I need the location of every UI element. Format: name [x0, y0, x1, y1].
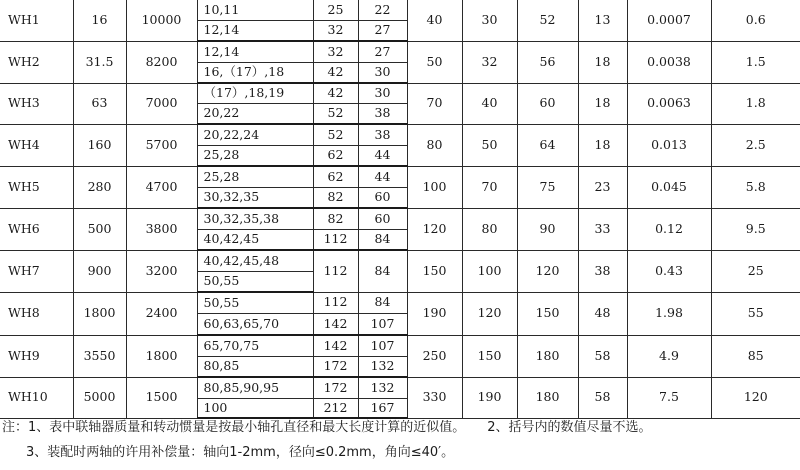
length-long-cell: 52 [313, 103, 358, 124]
bore-cell: 100 [197, 398, 313, 418]
table-row [0, 292, 800, 313]
bore-cell: 50,55 [197, 271, 313, 292]
speed-cell: 7000 [126, 83, 197, 124]
notes-line-2 [26, 441, 454, 460]
d2-cell: 100 [462, 250, 517, 292]
length-long-cell: 212 [313, 398, 358, 418]
length-short-cell: 167 [358, 398, 407, 418]
mass-cell: 2.5 [711, 124, 800, 166]
bore-cell: （17）,18,19 [197, 83, 313, 103]
c-cell: 58 [578, 335, 627, 377]
notes-line-1 [2, 416, 652, 435]
torque-cell: 5000 [73, 377, 126, 418]
c-cell: 48 [578, 292, 627, 335]
bore-cell: 12,14 [197, 41, 313, 62]
d2-cell: 70 [462, 166, 517, 208]
model-cell: WH4 [0, 124, 73, 166]
d1-cell: 190 [407, 292, 462, 335]
inertia-cell: 1.98 [627, 292, 711, 335]
c-cell: 13 [578, 0, 627, 41]
length-short-cell: 84 [358, 250, 407, 292]
note-2: 2、括号内的数值尽量不选。 [487, 420, 652, 435]
d2-cell: 120 [462, 292, 517, 335]
bore-cell: 65,70,75 [197, 335, 313, 356]
l-cell: 52 [517, 0, 578, 41]
speed-cell: 3800 [126, 208, 197, 250]
length-short-cell: 107 [358, 313, 407, 335]
d2-cell: 30 [462, 0, 517, 41]
table-row [0, 208, 800, 229]
table-row [0, 166, 800, 187]
bore-cell: 60,63,65,70 [197, 313, 313, 335]
l-cell: 180 [517, 335, 578, 377]
note-1: 注：1、表中联轴器质量和转动惯量是按最小轴孔直径和最大长度计算的近似值。 [2, 420, 466, 435]
length-short-cell: 27 [358, 20, 407, 41]
c-cell: 23 [578, 166, 627, 208]
d2-cell: 40 [462, 83, 517, 124]
mass-cell: 5.8 [711, 166, 800, 208]
bore-cell: 12,14 [197, 20, 313, 41]
length-long-cell: 112 [313, 292, 358, 313]
length-long-cell: 62 [313, 166, 358, 187]
bore-cell: 30,32,35 [197, 187, 313, 208]
d2-cell: 150 [462, 335, 517, 377]
length-short-cell: 132 [358, 356, 407, 377]
c-cell: 38 [578, 250, 627, 292]
bore-cell: 80,85,90,95 [197, 377, 313, 398]
model-cell: WH1 [0, 0, 73, 41]
length-short-cell: 22 [358, 0, 407, 20]
l-cell: 90 [517, 208, 578, 250]
length-long-cell: 42 [313, 62, 358, 83]
table-row [0, 377, 800, 398]
table-row [0, 124, 800, 145]
c-cell: 33 [578, 208, 627, 250]
torque-cell: 16 [73, 0, 126, 41]
mass-cell: 1.5 [711, 41, 800, 83]
mass-cell: 1.8 [711, 83, 800, 124]
inertia-cell: 0.045 [627, 166, 711, 208]
torque-cell: 280 [73, 166, 126, 208]
length-short-cell: 107 [358, 335, 407, 356]
table-row [0, 83, 800, 103]
length-short-cell: 27 [358, 41, 407, 62]
l-cell: 120 [517, 250, 578, 292]
length-long-cell: 25 [313, 0, 358, 20]
length-short-cell: 38 [358, 103, 407, 124]
length-short-cell: 60 [358, 208, 407, 229]
length-short-cell: 30 [358, 83, 407, 103]
table-row [0, 0, 800, 20]
length-long-cell: 52 [313, 124, 358, 145]
model-cell: WH7 [0, 250, 73, 292]
c-cell: 18 [578, 41, 627, 83]
inertia-cell: 0.0063 [627, 83, 711, 124]
model-cell: WH2 [0, 41, 73, 83]
bore-cell: 50,55 [197, 292, 313, 313]
bore-cell: 40,42,45 [197, 229, 313, 250]
d2-cell: 190 [462, 377, 517, 418]
inertia-cell: 0.013 [627, 124, 711, 166]
d1-cell: 330 [407, 377, 462, 418]
speed-cell: 1800 [126, 335, 197, 377]
mass-cell: 120 [711, 377, 800, 418]
speed-cell: 8200 [126, 41, 197, 83]
d1-cell: 120 [407, 208, 462, 250]
bore-cell: 25,28 [197, 166, 313, 187]
mass-cell: 85 [711, 335, 800, 377]
length-short-cell: 132 [358, 377, 407, 398]
c-cell: 18 [578, 124, 627, 166]
table-row [0, 41, 800, 62]
d1-cell: 70 [407, 83, 462, 124]
l-cell: 56 [517, 41, 578, 83]
torque-cell: 31.5 [73, 41, 126, 83]
length-short-cell: 44 [358, 145, 407, 166]
bore-cell: 25,28 [197, 145, 313, 166]
model-cell: WH6 [0, 208, 73, 250]
length-short-cell: 60 [358, 187, 407, 208]
length-long-cell: 112 [313, 229, 358, 250]
length-long-cell: 172 [313, 356, 358, 377]
torque-cell: 160 [73, 124, 126, 166]
mass-cell: 25 [711, 250, 800, 292]
inertia-cell: 0.43 [627, 250, 711, 292]
d1-cell: 100 [407, 166, 462, 208]
d2-cell: 50 [462, 124, 517, 166]
speed-cell: 10000 [126, 0, 197, 41]
d1-cell: 50 [407, 41, 462, 83]
d2-cell: 32 [462, 41, 517, 83]
speed-cell: 3200 [126, 250, 197, 292]
d1-cell: 40 [407, 0, 462, 41]
c-cell: 58 [578, 377, 627, 418]
note-3: 3、装配时两轴的许用补偿量：轴向1-2mm，径向≤0.2mm，角向≤40′。 [26, 445, 455, 460]
d1-cell: 80 [407, 124, 462, 166]
mass-cell: 55 [711, 292, 800, 335]
length-long-cell: 42 [313, 83, 358, 103]
model-cell: WH10 [0, 377, 73, 418]
l-cell: 75 [517, 166, 578, 208]
model-cell: WH8 [0, 292, 73, 335]
d1-cell: 250 [407, 335, 462, 377]
length-long-cell: 82 [313, 187, 358, 208]
d2-cell: 80 [462, 208, 517, 250]
bore-cell: 40,42,45,48 [197, 250, 313, 271]
length-long-cell: 172 [313, 377, 358, 398]
l-cell: 180 [517, 377, 578, 418]
mass-cell: 0.6 [711, 0, 800, 41]
table-row [0, 335, 800, 356]
model-cell: WH9 [0, 335, 73, 377]
length-short-cell: 30 [358, 62, 407, 83]
length-short-cell: 84 [358, 292, 407, 313]
speed-cell: 5700 [126, 124, 197, 166]
bore-cell: 30,32,35,38 [197, 208, 313, 229]
length-long-cell: 142 [313, 335, 358, 356]
inertia-cell: 0.0007 [627, 0, 711, 41]
bore-cell: 20,22,24 [197, 124, 313, 145]
speed-cell: 1500 [126, 377, 197, 418]
inertia-cell: 0.12 [627, 208, 711, 250]
bore-cell: 80,85 [197, 356, 313, 377]
length-long-cell: 32 [313, 20, 358, 41]
torque-cell: 500 [73, 208, 126, 250]
model-cell: WH3 [0, 83, 73, 124]
speed-cell: 2400 [126, 292, 197, 335]
bore-cell: 20,22 [197, 103, 313, 124]
inertia-cell: 4.9 [627, 335, 711, 377]
inertia-cell: 0.0038 [627, 41, 711, 83]
length-long-cell: 32 [313, 41, 358, 62]
table-row [0, 250, 800, 271]
l-cell: 150 [517, 292, 578, 335]
c-cell: 18 [578, 83, 627, 124]
model-cell: WH5 [0, 166, 73, 208]
torque-cell: 63 [73, 83, 126, 124]
length-short-cell: 38 [358, 124, 407, 145]
length-long-cell: 82 [313, 208, 358, 229]
d1-cell: 150 [407, 250, 462, 292]
bore-cell: 16,（17）,18 [197, 62, 313, 83]
l-cell: 64 [517, 124, 578, 166]
l-cell: 60 [517, 83, 578, 124]
torque-cell: 1800 [73, 292, 126, 335]
length-long-cell: 62 [313, 145, 358, 166]
inertia-cell: 7.5 [627, 377, 711, 418]
length-long-cell: 112 [313, 250, 358, 292]
mass-cell: 9.5 [711, 208, 800, 250]
length-short-cell: 84 [358, 229, 407, 250]
bore-cell: 10,11 [197, 0, 313, 20]
length-short-cell: 44 [358, 166, 407, 187]
torque-cell: 900 [73, 250, 126, 292]
torque-cell: 3550 [73, 335, 126, 377]
speed-cell: 4700 [126, 166, 197, 208]
length-long-cell: 142 [313, 313, 358, 335]
